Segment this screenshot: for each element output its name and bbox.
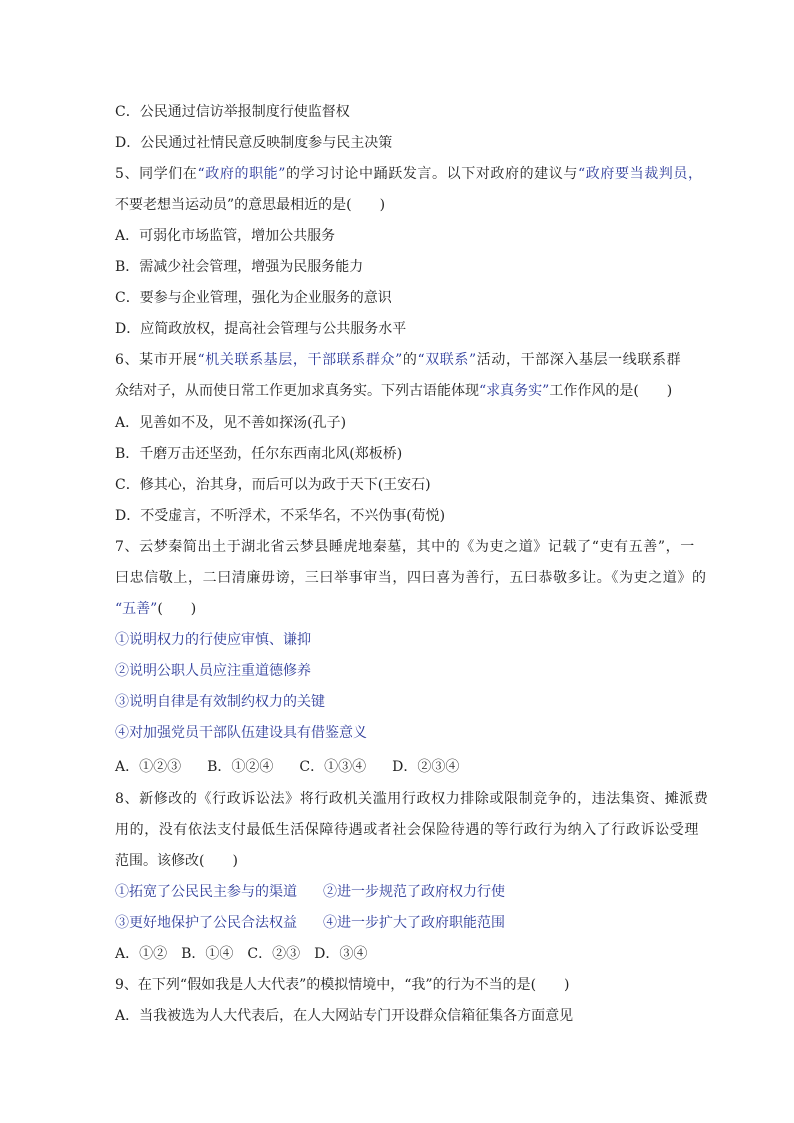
q7-statement-3: ③说明自律是有效制约权力的关键: [115, 694, 325, 710]
q7-choice-a: A．①②③: [115, 759, 182, 775]
q7-stem-line2: 曰忠信敬上，二曰清廉毋谤，三曰举事审当，四曰喜为善行，五曰恭敬多让。《为吏之道》的: [115, 570, 707, 586]
q7-stem-line3: “五善”( ): [115, 601, 197, 617]
q6-option-b: B．千磨万击还坚劲，任尔东西南北风(郑板桥): [115, 446, 403, 462]
q8-choice-d: D．③④: [314, 946, 368, 962]
q8-statement-4: ④进一步扩大了政府职能范围: [323, 915, 505, 931]
q8-stem-line1: 8、新修改的《行政诉讼法》将行政机关滥用行政权力排除或限制竞争的，违法集资、摊派费: [115, 791, 709, 807]
q7-stem-line1: 7、云梦秦简出土于湖北省云梦县睡虎地秦墓，其中的《为吏之道》记载了“吏有五善”，一: [115, 539, 695, 555]
q5-stem-line2: 不要老想当运动员”的意思最相近的是( ): [115, 197, 386, 213]
q7-choice-d: D．②③④: [392, 759, 460, 775]
q5-option-a: A．可弱化市场监管，增加公共服务: [115, 228, 336, 244]
q8-statement-1: ①拓宽了公民民主参与的渠道: [115, 884, 297, 900]
q5-stem-line1: 5、同学们在“政府的职能”的学习讨论中踊跃发言。以下对政府的建议与“政府要当裁判员，: [115, 166, 703, 182]
q6-option-d: D．不受虚言，不听浮术，不采华名，不兴伪事(荀悦): [115, 508, 446, 524]
q8-statement-2: ②进一步规范了政府权力行使: [323, 884, 505, 900]
q4-option-d: D．公民通过社情民意反映制度参与民主决策: [115, 135, 393, 151]
q9-stem-line1: 9、在下列“假如我是人大代表”的模拟情境中，“我”的行为不当的是( ): [115, 977, 570, 993]
q5-option-b: B．需减少社会管理，增强为民服务能力: [115, 259, 364, 275]
q8-choices: [115, 944, 381, 964]
q7-choices: [115, 757, 485, 777]
q8-stem-line2: 用的，没有依法支付最低生活保障待遇或者社会保险待遇的等行政行为纳入了行政诉讼受理: [115, 822, 699, 838]
q7-choice-c: C．①③④: [299, 759, 367, 775]
q6-option-c: C．修其心，治其身，而后可以为政于天下(王安石): [115, 477, 431, 493]
q8-choice-b: B．①④: [181, 946, 234, 962]
q7-statement-4: ④对加强党员干部队伍建设具有借鉴意义: [115, 725, 367, 741]
q7-statement-2: ②说明公职人员应注重道德修养: [115, 663, 311, 679]
q8-stem-line3: 范围。该修改( ): [115, 853, 238, 869]
q7-statement-1: ①说明权力的行使应审慎、谦抑: [115, 632, 311, 648]
q4-option-c: C．公民通过信访举报制度行使监督权: [115, 104, 350, 120]
q8-statements-row1: [115, 882, 505, 902]
q8-choice-c: C．②③: [247, 946, 301, 962]
q6-stem-line2: 众结对子，从而使日常工作更加求真务实。下列古语能体现“求真务实”工作作风的是( ): [115, 383, 673, 399]
q5-option-d: D．应简政放权，提高社会管理与公共服务水平: [115, 321, 407, 337]
q6-option-a: A．见善如不及，见不善如探汤(孔子): [115, 415, 347, 431]
q5-option-c: C．要参与企业管理，强化为企业服务的意识: [115, 290, 392, 306]
q7-choice-b: B．①②④: [207, 759, 274, 775]
q6-stem-line1: 6、某市开展“机关联系基层，干部联系群众”的“双联系”活动，干部深入基层一线联系群: [115, 352, 682, 368]
q9-option-a: A．当我被选为人大代表后，在人大网站专门开设群众信箱征集各方面意见: [115, 1008, 574, 1024]
q8-statement-3: ③更好地保护了公民合法权益: [115, 915, 297, 931]
q8-choice-a: A．①②: [115, 946, 168, 962]
q8-statements-row2: [115, 913, 505, 933]
